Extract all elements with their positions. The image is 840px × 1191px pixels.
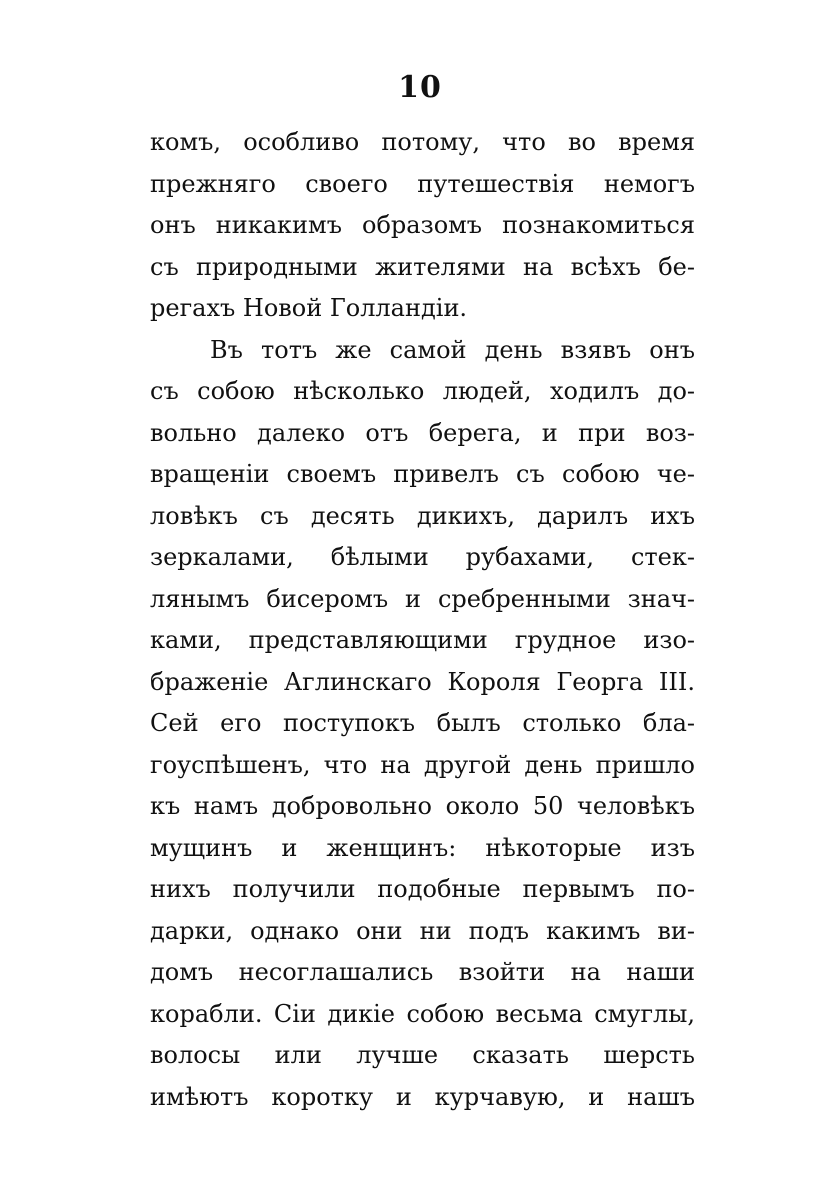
text-line-18: мущинъ и женщинъ: нѣкоторые изъ	[150, 833, 695, 862]
text-line-8: вольно далеко отъ берега, и при воз-	[150, 418, 695, 447]
text-line-14: браженіе Аглинскаго Короля Георга III.	[150, 667, 695, 696]
text-line-16: гоуспѣшенъ, что на другой день пришло	[150, 750, 695, 779]
text-line-11: зеркалами, бѣлыми рубахами, стек-	[150, 543, 695, 571]
text-line-5: регахъ Новой Голландіи.	[150, 294, 468, 322]
text-line-7: съ собою нѣсколько людей, ходилъ до-	[150, 377, 695, 405]
text-line-6: Въ тотъ же самой день взявъ онъ	[210, 335, 695, 364]
text-line-9: вращеніи своемъ привелъ съ собою че-	[150, 460, 695, 488]
text-line-3: онъ никакимъ образомъ познакомиться	[150, 211, 695, 239]
text-line-19: нихъ получили подобные первымъ по-	[150, 875, 695, 903]
text-line-4: съ природными жителями на всѣхъ бе-	[150, 252, 695, 281]
text-line-2: прежняго своего путешествія немогъ	[150, 169, 695, 198]
text-line-20: дарки, однако они ни подъ какимъ ви-	[150, 916, 695, 945]
text-line-17: къ намъ добровольно около 50 человѣкъ	[150, 792, 695, 820]
text-line-13: ками, представляющими грудное изо-	[150, 626, 695, 654]
text-line-23: волосы или лучше сказать шерсть	[150, 1041, 695, 1069]
body-text	[150, 122, 695, 1118]
text-line-10: ловѣкъ съ десять дикихъ, дарилъ ихъ	[150, 501, 695, 530]
text-line-12: лянымъ бисеромъ и сребренными знач-	[150, 584, 695, 613]
text-line-15: Сей его поступокъ былъ столько бла-	[150, 709, 695, 737]
text-line-21: домъ несоглашались взойти на наши	[150, 958, 695, 986]
page-number: 10	[398, 70, 442, 105]
text-line-22: корабли. Сіи дикіе собою весьма смуглы,	[150, 999, 695, 1028]
text-line-1: комъ, особливо потому, что во время	[150, 128, 695, 156]
text-line-24: имѣютъ коротку и курчавую, и нашъ	[150, 1082, 695, 1111]
